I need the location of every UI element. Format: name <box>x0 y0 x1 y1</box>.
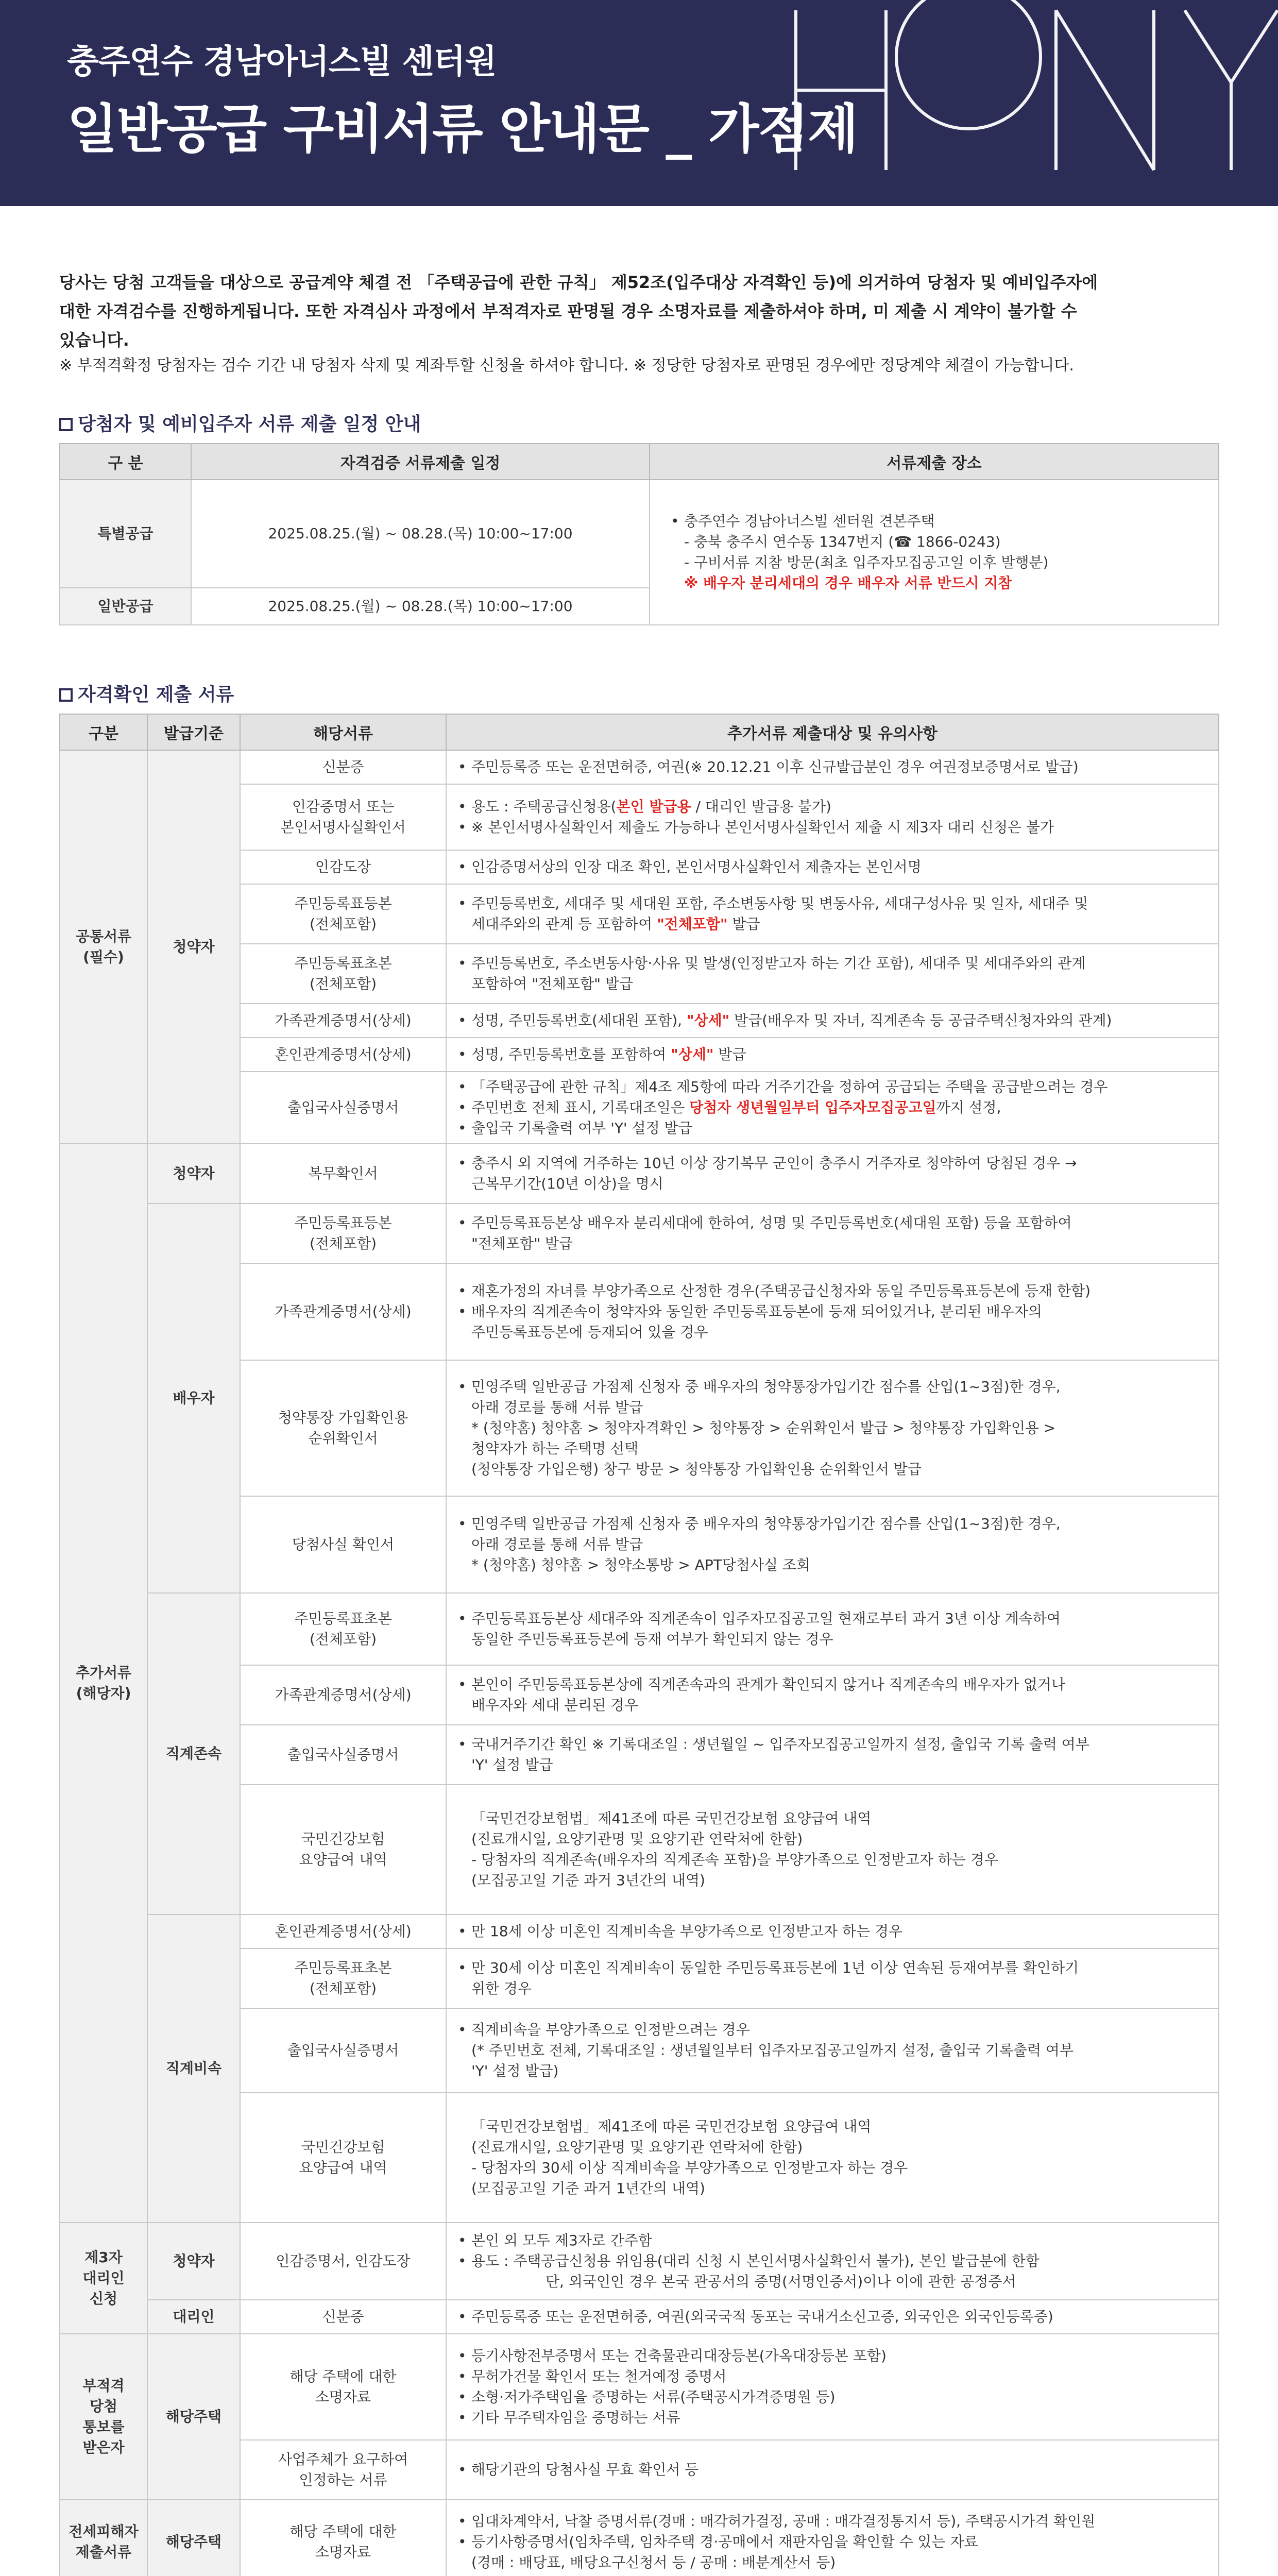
note-item: • 민영주택 일반공급 가점제 신청자 중 배우자의 청약통장가입기간 점수를 산입(1~3점)한 경우, <box>458 1514 1207 1534</box>
category-label: 전세피해자 제출서류 <box>60 2500 147 2576</box>
notes-cell <box>446 1004 1219 1038</box>
notes-cell <box>446 1072 1219 1144</box>
table-header: 구 분 <box>60 444 191 480</box>
document-name: 출입국사실증명서 <box>240 1072 446 1144</box>
note-item: • 재혼가정의 자녀를 부양가족으로 산정한 경우(주택공급신청자와 동일 주민등록표등본에 등재 한함) <box>458 1281 1207 1301</box>
table-row <box>60 1593 1219 1665</box>
note-line: 청약자가 하는 주택명 선택 <box>471 1440 639 1457</box>
category-label: 부적격 당첨 통보를 받은자 <box>60 2334 147 2500</box>
table-row <box>60 2223 1219 2300</box>
note-item: • 배우자의 직계존속이 청약자와 동일한 주민등록표등본에 등재 되어있거나, 분리된 배우자의 <box>458 1301 1207 1322</box>
document-name: 인감증명서, 인감도장 <box>240 2223 446 2300</box>
note-item: • 성명, 주민등록번호를 포함하여 "상세" 발급 <box>458 1044 1207 1065</box>
note-item: • 기타 무주택자임을 증명하는 서류 <box>458 2408 1207 2428</box>
intro-paragraph <box>59 268 1218 354</box>
note-item: • 주민등록번호, 세대주 및 세대원 포함, 주소변동사항 및 변동사유, 세대구성사유 및 일자, 세대주 및 세대주와의 관계 등 포함하여 "전체포함" 발급 <box>458 893 1207 935</box>
note-item: • 주민등록번호, 주소변동사항·사유 및 발생(인정받고자 하는 기간 포함), 세대주 및 세대주와의 관계 포함하여 "전체포함" 발급 <box>458 953 1207 994</box>
note-line: (경매 : 배당표, 배당요구신청서 등 / 공매 : 배분계산서 등) <box>471 2554 836 2571</box>
docs-section-title: 자격확인 제출 서류 <box>59 680 234 706</box>
note-line: 'Y' 설정 발급 <box>471 1756 553 1773</box>
notes-cell <box>446 2440 1219 2500</box>
notes-cell <box>446 1785 1219 1914</box>
note-line: (청약통장 가입은행) 창구 방문 > 청약통장 가입확인용 순위확인서 발급 <box>471 1461 922 1478</box>
note-item: • 인감증명서상의 인장 대조 확인, 본인서명사실확인서 제출자는 본인서명 <box>458 857 1207 877</box>
note-line: 「국민건강보험법」제41조에 따른 국민건강보험 요양급여 내역 <box>471 2118 872 2135</box>
notes-cell <box>446 884 1219 944</box>
note-item: • 주민등록표등본상 세대주와 직계존속이 입주자모집공고일 현재로부터 과거 3년 이상 계속하여 <box>458 1608 1207 1629</box>
document-name: 청약통장 가입확인용 순위확인서 <box>240 1360 446 1496</box>
note-item: • 출입국 기록출력 여부 'Y' 설정 발급 <box>458 1118 1207 1139</box>
document-name: 주민등록표등본 (전체포함) <box>240 1204 446 1263</box>
document-name: 출입국사실증명서 <box>240 2008 446 2093</box>
intro-line: 당사는 당첨 고객들을 대상으로 공급계약 체결 전 「주택공급에 관한 규칙」 제52조(입주대상 자격확인 등)에 의거하여 당첨자 및 예비입주자에 <box>59 273 1098 292</box>
note-item: • 용도 : 주택공급신청용(본인 발급용 / 대리인 발급용 불가) <box>458 796 1207 817</box>
note-item: • 해당기관의 당첨사실 무효 확인서 등 <box>458 2460 1207 2480</box>
table-cell: 2025.08.25.(월) ~ 08.28.(목) 10:00~17:00 <box>191 588 650 625</box>
document-name: 신분증 <box>240 2300 446 2334</box>
document-name: 가족관계증명서(상세) <box>240 1004 446 1038</box>
document-name: 주민등록표초본 (전체포함) <box>240 944 446 1004</box>
category-label: 직계존속 <box>147 1593 240 1914</box>
note-line: (모집공고일 기준 과거 3년간의 내역) <box>471 1872 705 1889</box>
table-row <box>60 1144 1219 1204</box>
note-item: • 민영주택 일반공급 가점제 신청자 중 배우자의 청약통장가입기간 점수를 산입(1~3점)한 경우, <box>458 1377 1207 1397</box>
notes-cell <box>446 1948 1219 2008</box>
page-subtitle: 충주연수 경남아너스빌 센터원 <box>67 43 497 81</box>
document-name: 혼인관계증명서(상세) <box>240 1038 446 1072</box>
notes-cell <box>446 1665 1219 1725</box>
table-cell: 일반공급 <box>60 588 191 625</box>
note-line: 배우자와 세대 분리된 경우 <box>471 1697 639 1714</box>
note-line: (모집공고일 기준 과거 1년간의 내역) <box>471 2180 705 2197</box>
document-name: 주민등록표초본 (전체포함) <box>240 1593 446 1665</box>
note-line: 「국민건강보험법」제41조에 따른 국민건강보험 요양급여 내역 <box>471 1810 872 1827</box>
table-cell: 특별공급 <box>60 480 191 588</box>
notes-cell <box>446 2093 1219 2223</box>
square-bullet-icon <box>59 418 73 431</box>
note-line: 'Y' 설정 발급) <box>471 2062 559 2079</box>
note-line: (진료개시일, 요양기관명 및 요양기관 연락처에 한함) <box>471 1831 803 1848</box>
document-name: 가족관계증명서(상세) <box>240 1665 446 1725</box>
note-line: * (청약홈) 청약홈 > 청약소통방 > APT당첨사실 조회 <box>471 1556 811 1573</box>
notes-cell <box>446 1593 1219 1665</box>
category-label: 청약자 <box>147 750 240 1144</box>
notes-cell <box>446 2223 1219 2300</box>
note-item: • 등기사항증명서(임차주택, 임차주택 경·공매에서 재판자임을 확인할 수 있는 자료 <box>458 2532 1207 2552</box>
note-line: 단, 외국인인 경우 본국 관공서의 증명(서명인증서)이나 이에 관한 공정증서 <box>546 2273 1016 2290</box>
table-header: 발급기준 <box>147 714 240 750</box>
note-item: • 임대차계약서, 낙찰 증명서류(경매 : 매각허가결정, 공매 : 매각결정통지서 등), 주택공시가격 확인원 <box>458 2511 1207 2532</box>
notes-cell <box>446 1496 1219 1593</box>
note-line: - 당첨자의 30세 이상 직계비속을 부양가족으로 인정받고자 하는 경우 <box>471 2159 908 2176</box>
notes-cell <box>446 1263 1219 1360</box>
table-row <box>60 2500 1219 2576</box>
table-row <box>60 2300 1219 2334</box>
document-name: 혼인관계증명서(상세) <box>240 1914 446 1948</box>
note-line: - 당첨자의 직계존속(배우자의 직계존속 포함)을 부양가족으로 인정받고자 하는 경우 <box>471 1851 998 1868</box>
category-label: 청약자 <box>147 2223 240 2300</box>
note-line: 아래 경로를 통해 서류 발급 <box>471 1399 643 1416</box>
document-name: 사업주체가 요구하여 인정하는 서류 <box>240 2440 446 2500</box>
document-name: 인감도장 <box>240 850 446 884</box>
category-label: 직계비속 <box>147 1914 240 2223</box>
notes-cell <box>446 1725 1219 1785</box>
notes-cell <box>446 1360 1219 1496</box>
note-item: • 소형·저가주택임을 증명하는 서류(주택공시가격증명원 등) <box>458 2387 1207 2408</box>
notes-cell <box>446 750 1219 784</box>
notes-cell <box>446 1038 1219 1072</box>
notes-cell <box>446 2334 1219 2440</box>
note-line: 동일한 주민등록표등본에 등재 여부가 확인되지 않는 경우 <box>471 1631 833 1648</box>
notes-cell <box>446 850 1219 884</box>
document-name: 당첨사실 확인서 <box>240 1496 446 1593</box>
note-item: • 주민번호 전체 표시, 기록대조일은 당첨자 생년월일부터 입주자모집공고일까지 설정, <box>458 1097 1207 1118</box>
notes-cell <box>446 2500 1219 2576</box>
document-name: 해당 주택에 대한 소명자료 <box>240 2500 446 2576</box>
schedule-section-title: 당첨자 및 예비입주자 서류 제출 일정 안내 <box>59 410 421 436</box>
category-label: 해당주택 <box>147 2334 240 2500</box>
note-line: 위한 경우 <box>471 1980 532 1997</box>
note-line: (* 주민번호 전체, 기록대조일 : 생년월일부터 입주자모집공고일까지 설정, 출입국 기록출력 여부 <box>471 2042 1073 2059</box>
submission-place: • 충주연수 경남아너스빌 센터원 견본주택 - 충북 충주시 연수동 1347번지 (☎ 1866-0243) - 구비서류 지참 방문(최초 입주자모집공고일 이후 발행분) ※ 배우자 분리세대의 경우 배우자 서류 반드시 지참 <box>650 480 1219 625</box>
note-item: • 무허가건물 확인서 또는 철거예정 증명서 <box>458 2366 1207 2387</box>
notes-cell <box>446 1144 1219 1204</box>
table-header: 해당서류 <box>240 714 446 750</box>
notes-cell <box>446 784 1219 850</box>
page-header <box>0 0 1278 206</box>
note-line: 아래 경로를 통해 서류 발급 <box>471 1536 643 1553</box>
note-line: 근복무기간(10년 이상)을 명시 <box>471 1175 663 1192</box>
notes-cell <box>446 1204 1219 1263</box>
note-line: (진료개시일, 요양기관명 및 요양기관 연락처에 한함) <box>471 2139 803 2156</box>
note-item: • 충주시 외 지역에 거주하는 10년 이상 장기복무 군인이 충주시 거주자로 청약하여 당첨된 경우 → <box>458 1153 1207 1174</box>
category-label: 공통서류 (필수) <box>60 750 147 1144</box>
document-name: 국민건강보험 요양급여 내역 <box>240 2093 446 2223</box>
notes-cell <box>446 1914 1219 1948</box>
note-item: • 만 30세 이상 미혼인 직계비속이 동일한 주민등록표등본에 1년 이상 연속된 등재여부를 확인하기 <box>458 1958 1207 1978</box>
table-header: 자격검증 서류제출 일정 <box>191 444 650 480</box>
table-row <box>60 2334 1219 2440</box>
note-item: • 주민등록표등본상 배우자 분리세대에 한하여, 성명 및 주민등록번호(세대원 포함) 등을 포함하여 <box>458 1213 1207 1233</box>
note-item: • 등기사항전부증명서 또는 건축물관리대장등본(가옥대장등본 포함) <box>458 2346 1207 2366</box>
category-label: 추가서류 (해당자) <box>60 1144 147 2223</box>
table-row <box>60 1914 1219 1948</box>
intro-line: 있습니다. <box>59 330 129 350</box>
note-item: • 본인 외 모두 제3자로 간주함 <box>458 2230 1207 2251</box>
notes-cell <box>446 944 1219 1004</box>
category-label: 해당주택 <box>147 2500 240 2576</box>
note-item: • 만 18세 이상 미혼인 직계비속을 부양가족으로 인정받고자 하는 경우 <box>458 1921 1207 1942</box>
document-name: 국민건강보험 요양급여 내역 <box>240 1785 446 1914</box>
table-cell: 2025.08.25.(월) ~ 08.28.(목) 10:00~17:00 <box>191 480 650 588</box>
table-header: 서류제출 장소 <box>650 444 1219 480</box>
document-name: 주민등록표등본 (전체포함) <box>240 884 446 944</box>
note-line: 주민등록표등본에 등재되어 있을 경우 <box>471 1324 708 1341</box>
note-item: • 성명, 주민등록번호(세대원 포함), "상세" 발급(배우자 및 자녀, 직계존속 등 공급주택신청자와의 관계) <box>458 1010 1207 1031</box>
category-label: 대리인 <box>147 2300 240 2334</box>
page-title: 일반공급 구비서류 안내문 _ 가점제 <box>67 99 858 160</box>
note-item: • 「주택공급에 관한 규칙」제4조 제5항에 따라 거주기간을 정하여 공급되는 주택을 공급받으려는 경우 <box>458 1077 1207 1097</box>
note-item: • 국내거주기간 확인 ※ 기록대조일 : 생년월일 ~ 입주자모집공고일까지 설정, 출입국 기록 출력 여부 <box>458 1734 1207 1755</box>
schedule-table <box>59 443 1219 625</box>
document-name: 가족관계증명서(상세) <box>240 1263 446 1360</box>
document-name: 주민등록표초본 (전체포함) <box>240 1948 446 2008</box>
note-item: • 본인이 주민등록표등본상에 직계존속과의 관계가 확인되지 않거나 직계존속의 배우자가 없거나 <box>458 1674 1207 1695</box>
note-item: • ※ 본인서명사실확인서 제출도 가능하나 본인서명사실확인서 제출 시 제3자 대리 신청은 불가 <box>458 817 1207 838</box>
table-row <box>60 1204 1219 1263</box>
table-header: 추가서류 제출대상 및 유의사항 <box>446 714 1219 750</box>
document-name: 해당 주택에 대한 소명자료 <box>240 2334 446 2440</box>
note-item: • 직계비속을 부양가족으로 인정받으려는 경우 <box>458 2020 1207 2040</box>
document-name: 복무확인서 <box>240 1144 446 1204</box>
note-item: • 용도 : 주택공급신청용 위임용(대리 신청 시 본인서명사실확인서 불가), 본인 발급분에 한함 <box>458 2251 1207 2272</box>
table-row <box>60 750 1219 784</box>
intro-line: 대한 자격검수를 진행하게됩니다. 또한 자격심사 과정에서 부적격자로 판명될 경우 소명자료를 제출하셔야 하며, 미 제출 시 계약이 불가할 수 <box>59 301 1077 321</box>
note-item: • 주민등록증 또는 운전면허증, 여권(※ 20.12.21 이후 신규발급분인 경우 여권정보증명서로 발급) <box>458 757 1207 777</box>
notes-cell <box>446 2008 1219 2093</box>
document-name: 인감증명서 또는 본인서명사실확인서 <box>240 784 446 850</box>
document-name: 신분증 <box>240 750 446 784</box>
category-label: 청약자 <box>147 1144 240 1204</box>
note-line: "전체포함" 발급 <box>471 1235 573 1252</box>
category-label: 배우자 <box>147 1204 240 1593</box>
category-label: 제3자 대리인 신청 <box>60 2223 147 2334</box>
document-name: 출입국사실증명서 <box>240 1725 446 1785</box>
docs-table <box>59 714 1219 2576</box>
intro-note: ※ 부적격확정 당첨자는 검수 기간 내 당첨자 삭제 및 계좌투할 신청을 하셔야 합니다. ※ 정당한 당첨자로 판명된 경우에만 정당계약 체결이 가능합니다. <box>59 357 1074 375</box>
note-item: • 주민등록증 또는 운전면허증, 여권(외국국적 동포는 국내거소신고증, 외국인은 외국인등록증) <box>458 2307 1207 2327</box>
note-line: * (청약홈) 청약홈 > 청약자격확인 > 청약통장 > 순위확인서 발급 > 청약통장 가입확인용 > <box>471 1419 1056 1436</box>
square-bullet-icon <box>59 688 73 702</box>
table-header: 구분 <box>60 714 147 750</box>
notes-cell <box>446 2300 1219 2334</box>
